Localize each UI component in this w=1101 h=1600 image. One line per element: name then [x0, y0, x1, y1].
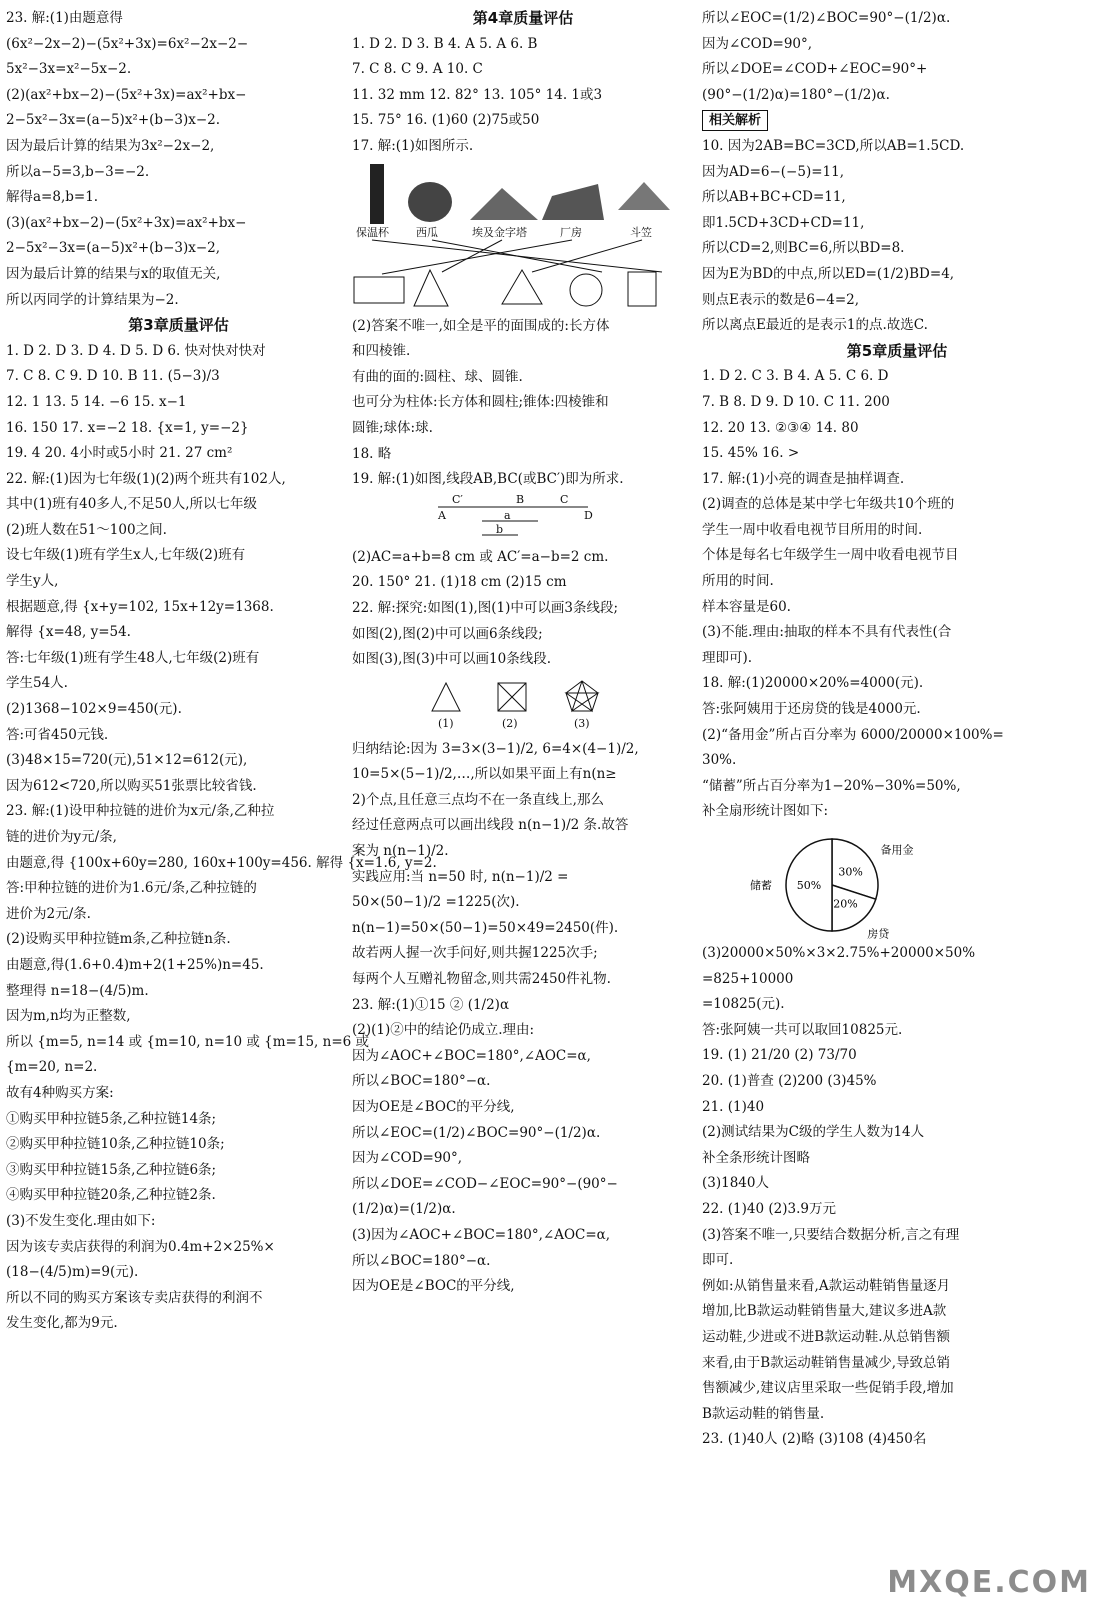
answer-line: 所以 {m=5, n=14 或 {m=10, n=10 或 {m=15, n=6 或: [6, 1033, 370, 1050]
answer-line: 所以CD=2,则BC=6,所以BD=8.: [702, 240, 905, 257]
fig17-label: 斗笠: [630, 225, 652, 239]
answer-line: 经过任意两点可以画出线段 n(n−1)/2 条.故答: [352, 817, 629, 834]
answer-line: 23. (1)40人 (2)略 (3)108 (4)450名: [702, 1431, 927, 1448]
answer-line: (2)(1)②中的结论仍成立.理由:: [352, 1022, 535, 1039]
answer-line: (2)(ax²+bx−2)−(5x²+3x)=ax²+bx−: [6, 86, 247, 103]
answer-line: 答:可省450元钱.: [6, 726, 109, 743]
answer-line: (2)设购买甲种拉链m条,乙种拉链n条.: [6, 931, 231, 948]
pie-slice-pct: 20%: [833, 897, 858, 911]
answer-line: 链的进价为y元/条,: [6, 829, 117, 845]
answer-line: 23. 解:(1)由题意得: [6, 10, 123, 26]
answer-line: (3)不发生变化.理由如下:: [6, 1212, 156, 1229]
answer-line: 因为∠COD=90°,: [352, 1150, 463, 1167]
answer-line: 因为∠COD=90°,: [702, 35, 813, 52]
answer-line: 5x²−3x=x²−5x−2.: [6, 61, 132, 78]
answer-line: 来看,由于B款运动鞋销售量减少,导致总销: [702, 1354, 951, 1371]
chapter4-heading: 第4章质量评估: [472, 9, 574, 27]
answer-line: 其中(1)班有40多人,不足50人,所以七年级: [6, 496, 258, 513]
answer-line: 1. D 2. D 3. B 4. A 5. A 6. B: [352, 35, 538, 52]
related-analysis-text: [702, 134, 1092, 339]
answer-line: 7. C 8. C 9. D 10. B 11. (5−3)/3: [6, 368, 220, 385]
answer-line: 整理得 n=18−(4/5)m.: [6, 982, 149, 999]
answer-line: 即1.5CD+3CD+CD=11,: [702, 214, 865, 231]
column-right: [702, 6, 1092, 1453]
answer-line: 由题意,得(1.6+0.4)m+2(1+25%)n=45.: [6, 956, 264, 973]
points-lines-svg: [352, 675, 692, 735]
answer-line: (2)答案不唯一,如全是平的面围成的:长方体: [352, 317, 610, 334]
answer-line: (3)因为∠AOC+∠BOC=180°,∠AOC=α,: [352, 1226, 611, 1243]
answer-line: 也可分为柱体:长方体和圆柱;锥体:四棱锥和: [352, 394, 609, 411]
fig19-label: b: [496, 522, 504, 536]
answer-line: 归纳结论:因为 3=3×(3−1)/2, 6=4×(4−1)/2,: [352, 740, 639, 757]
answer-line: 7. C 8. C 9. A 10. C: [352, 61, 483, 78]
fig22-label: (1): [438, 716, 454, 730]
answer-line: 因为E为BD的中点,所以ED=(1/2)BD=4,: [702, 265, 955, 282]
fig22-label: (3): [574, 716, 590, 730]
answer-line: 答:甲种拉链的进价为1.6元/条,乙种拉链的: [6, 880, 257, 897]
chapter3-heading: 第3章质量评估: [128, 316, 229, 335]
answer-line: 因为OE是∠BOC的平分线,: [352, 1278, 515, 1295]
answer-line: 学生y人,: [6, 573, 59, 590]
fig17-label: 埃及金字塔: [472, 225, 527, 239]
answer-line: B款运动鞋的销售量.: [702, 1405, 825, 1422]
thermos-photo: [370, 164, 384, 224]
answer-line: 故有4种购买方案:: [6, 1084, 114, 1101]
answer-line: 30%.: [702, 752, 737, 769]
answer-line: 2−5x²−3x=(a−5)x²+(b−3)x−2.: [6, 112, 221, 129]
answer-line: 因为∠AOC+∠BOC=180°,∠AOC=α,: [352, 1047, 591, 1064]
chapter5-answers-a: [702, 364, 1092, 825]
answer-line: 7. B 8. D 9. D 10. C 11. 200: [702, 393, 890, 410]
answer-line: 个体是每名七年级学生一周中收看电视节目: [702, 547, 959, 564]
related-analysis-tag: 相关解析: [702, 110, 768, 131]
answer-line: =10825(元).: [702, 996, 785, 1013]
answer-line: 21. (1)40: [702, 1098, 765, 1115]
pie-slice-pct: 50%: [796, 879, 822, 892]
answer-line: 进价为2元/条.: [6, 905, 91, 922]
answer-line: 因为AD=6−(−5)=11,: [702, 163, 845, 180]
answer-line: 所以∠BOC=180°−α.: [352, 1252, 491, 1269]
answer-line: 50×(50−1)/2 =1225(次).: [352, 894, 520, 911]
watermelon-photo: [408, 182, 452, 222]
answer-line: (3)20000×50%×3×2.75%+20000×50%: [702, 945, 976, 961]
answer-line: 补全扇形统计图如下:: [702, 803, 829, 820]
answer-line: 10. 因为2AB=BC=3CD,所以AB=1.5CD.: [702, 137, 965, 154]
answer-line: (3)答案不唯一,只要结合数据分析,言之有理: [702, 1226, 960, 1243]
answer-line: 所以丙同学的计算结果为−2.: [6, 291, 179, 308]
fig19-label: B: [516, 492, 525, 506]
answer-line: 由题意,得 {100x+60y=280, 160x+100y=456. 解得 {x=1.6, y=2.: [6, 854, 437, 871]
answer-line: 即可.: [702, 1252, 734, 1269]
pie-slice-label: 备用金: [880, 843, 914, 857]
answer-line: ②购买甲种拉链10条,乙种拉链10条;: [6, 1136, 225, 1153]
pie-slice-pct: 30%: [838, 865, 863, 879]
fig19-label: D: [584, 508, 593, 522]
related-analysis-row: [702, 108, 1092, 134]
answer-line: 运动鞋,少进或不进B款运动鞋.从总销售额: [702, 1328, 951, 1345]
cylinder-shape: [628, 272, 656, 306]
answer-line: 17. 解:(1)小亮的调查是抽样调查.: [702, 470, 905, 487]
answer-line: 圆锥;球体:球.: [352, 419, 433, 436]
answer-line: (6x²−2x−2)−(5x²+3x)=6x²−2x−2−: [6, 35, 249, 52]
answer-line: 22. 解:探究:如图(1),图(1)中可以画3条线段;: [352, 599, 619, 616]
pyramid-shape: [414, 270, 448, 306]
answer-line: 12. 20 13. ②③④ 14. 80: [702, 419, 859, 436]
answer-line: 增加,比B款运动鞋销售量大,建议多进A款: [702, 1303, 947, 1320]
match-line: [532, 240, 642, 272]
answer-line: 案为 n(n−1)/2.: [352, 843, 449, 860]
answer-line: 23. 解:(1)设甲种拉链的进价为x元/条,乙种拉: [6, 803, 275, 820]
answer-line: 学生一周中收看电视节目所用的时间.: [702, 521, 923, 538]
answer-line: 设七年级(1)班有学生x人,七年级(2)班有: [6, 547, 246, 564]
points-lines-figure: [352, 675, 694, 735]
answer-line: 根据题意,得 {x+y=102, 15x+12y=1368.: [6, 598, 274, 615]
fig19-label: a: [504, 508, 511, 522]
answer-line: (2)班人数在51～100之间.: [6, 521, 167, 538]
answer-line: (1/2)α)=(1/2)α.: [352, 1201, 456, 1218]
answer-line: 16. 150 17. x=−2 18. {x=1, y=−2}: [6, 419, 249, 436]
answer-line: 解得 {x=48, y=54.: [6, 624, 131, 641]
answer-line: 答:张阿姨一共可以取回10825元.: [702, 1021, 903, 1038]
answer-line: 1. D 2. D 3. D 4. D 5. D 6. 快对快对快对: [6, 342, 266, 359]
pie-chart-svg: [702, 827, 962, 939]
answer-line: 所以∠DOE=∠COD−∠EOC=90°−(90°−: [352, 1175, 618, 1192]
match-line: [432, 240, 602, 272]
answer-line: 因为最后计算的结果与x的取值无关,: [6, 265, 221, 282]
answer-line: (2)1368−102×9=450(元).: [6, 701, 182, 718]
pyramid-photo: [470, 188, 538, 220]
answer-line: (90°−(1/2)α)=180°−(1/2)α.: [702, 86, 890, 103]
fig19-label: A: [438, 508, 446, 522]
chapter4-answers-d: [352, 737, 694, 1300]
answer-line: 12. 1 13. 5 14. −6 15. x−1: [6, 393, 187, 410]
answer-line: 18. 略: [352, 445, 392, 462]
answer-line: 所以∠EOC=(1/2)∠BOC=90°−(1/2)α.: [352, 1124, 601, 1141]
answer-line: {m=20, n=2.: [6, 1059, 98, 1076]
watermark: MXQE.COM: [887, 1565, 1091, 1600]
answer-line: (3)(ax²+bx−2)−(5x²+3x)=ax²+bx−: [6, 214, 247, 231]
chapter4-answers-a: [352, 32, 694, 160]
answer-line: =825+10000: [702, 970, 794, 987]
chapter5-heading: 第5章质量评估: [846, 341, 948, 360]
chapter5-answers-b: [702, 941, 1092, 1453]
answer-line: 所以AB+BC+CD=11,: [702, 189, 846, 206]
segment-figure: [352, 492, 694, 543]
answer-line: 和四棱锥.: [352, 343, 411, 360]
answer-line: 20. 150° 21. (1)18 cm (2)15 cm: [352, 574, 567, 591]
answer-line: 例如:从销售量来看,A款运动鞋销售量逐月: [702, 1277, 951, 1294]
answer-line: 15. 45% 16. >: [702, 445, 800, 462]
answer-line: 样本容量是60.: [702, 598, 791, 615]
answer-line: 故若两人握一次手问好,则共握1225次手;: [352, 945, 598, 962]
answer-line: 20. (1)普查 (2)200 (3)45%: [702, 1072, 877, 1089]
cuboid-shape: [354, 277, 404, 303]
pie-slice-label: 房贷: [867, 927, 890, 941]
continued-answers: [702, 6, 1092, 108]
answer-line: 所以∠EOC=(1/2)∠BOC=90°−(1/2)α.: [702, 10, 951, 26]
answer-line: 23. 解:(1)①15 ② (1/2)α: [352, 996, 510, 1013]
pie-chart: [702, 827, 1092, 939]
answer-line: 所以∠BOC=180°−α.: [352, 1073, 491, 1090]
answer-line: 如图(3),图(3)中可以画10条线段.: [352, 651, 552, 668]
fig17-label: 西瓜: [416, 225, 438, 239]
chapter4-answers-b: [352, 314, 694, 493]
answer-line: ③购买甲种拉链15条,乙种拉链6条;: [6, 1161, 217, 1178]
chapter4-answers-c: [352, 545, 694, 673]
answer-line: 15. 75° 16. (1)60 (2)75或50: [352, 112, 540, 129]
answer-line: 每两个人互赠礼物留念,则共需2450件礼物.: [352, 971, 611, 988]
answer-line: 因为最后计算的结果为3x²−2x−2,: [6, 137, 215, 154]
answer-line: “储蓄”所占百分率为1−20%−30%=50%,: [702, 777, 961, 794]
fig17-label: 厂房: [560, 225, 582, 239]
answer-line: 所以∠DOE=∠COD+∠EOC=90°+: [702, 61, 928, 78]
answer-line: 22. (1)40 (2)3.9万元: [702, 1200, 836, 1217]
answer-line: 如图(2),图(2)中可以画6条线段;: [352, 625, 543, 642]
answer-line: 则点E表示的数是6−4=2,: [702, 291, 860, 308]
answer-line: 解得a=8,b=1.: [6, 189, 99, 206]
answer-line: (3)1840人: [702, 1175, 769, 1192]
answer-line: 理即可).: [702, 649, 753, 666]
match-line: [442, 240, 502, 272]
answer-line: 因为该专卖店获得的利润为0.4m+2×25%×: [6, 1238, 275, 1255]
answer-line: (2)调查的总体是某中学七年级共10个班的: [702, 496, 955, 513]
answer-line: 10=5×(5−1)/2,…,所以如果平面上有n(n≥: [352, 766, 617, 783]
answer-line: 有曲的面的:圆柱、球、圆锥.: [352, 368, 523, 385]
answer-line: 17. 解:(1)如图所示.: [352, 137, 474, 154]
answer-line: 2−5x²−3x=(a−5)x²+(b−3)x−2,: [6, 240, 221, 257]
answer-line: 所以离点E最近的是表示1的点.故选C.: [702, 317, 928, 334]
answer-line: 因为OE是∠BOC的平分线,: [352, 1099, 515, 1115]
fig17-label: 保温杯: [356, 225, 389, 239]
answer-line: (2)“备用金”所占百分率为 6000/20000×100%=: [702, 726, 1004, 743]
answer-line: 因为m,n均为正整数,: [6, 1008, 131, 1025]
answer-line: 所以不同的购买方案该专卖店获得的利润不: [6, 1289, 263, 1306]
answer-line: ①购买甲种拉链5条,乙种拉链14条;: [6, 1110, 217, 1127]
solids-matching-figure: [352, 162, 694, 312]
fig19-label: C′: [452, 492, 463, 506]
answer-line: 售额减少,建议店里采取一些促销手段,增加: [702, 1380, 954, 1397]
answer-line: 发生变化,都为9元.: [6, 1315, 118, 1332]
answer-line: 所以a−5=3,b−3=−2.: [6, 163, 150, 180]
column-middle: [352, 6, 694, 1300]
fig19-label: C: [560, 492, 569, 506]
answer-line: 11. 32 mm 12. 82° 13. 105° 14. 1或3: [352, 86, 603, 103]
answer-line: 2)个点,且任意三点均不在一条直线上,那么: [352, 791, 604, 808]
answer-line: ④购买甲种拉链20条,乙种拉链2条.: [6, 1187, 216, 1204]
answer-line: 所用的时间.: [702, 573, 774, 590]
answer-line: n(n−1)=50×(50−1)=50×49=2450(件).: [352, 919, 619, 936]
sphere-shape: [570, 274, 602, 306]
bamboo-hat-photo: [618, 182, 670, 210]
answer-line: 19. 4 20. 4小时或5小时 21. 27 cm²: [6, 445, 233, 462]
answer-line: 答:七年级(1)班有学生48人,七年级(2)班有: [6, 649, 260, 666]
answer-line: (3)不能.理由:抽取的样本不具有代表性(合: [702, 624, 952, 641]
answer-line: 18. 解:(1)20000×20%=4000(元).: [702, 675, 924, 692]
factory-photo: [542, 184, 604, 220]
answer-line: 因为612<720,所以购买51张票比较省钱.: [6, 777, 257, 794]
answer-line: (2)AC=a+b=8 cm 或 AC′=a−b=2 cm.: [352, 548, 609, 565]
answer-line: 答:张阿姨用于还房贷的钱是4000元.: [702, 701, 921, 718]
fig22-label: (2): [502, 716, 518, 730]
answer-line: 1. D 2. C 3. B 4. A 5. C 6. D: [702, 368, 889, 385]
pie-slice-label: 储蓄: [750, 879, 772, 892]
answer-line: 实践应用:当 n=50 时, n(n−1)/2 =: [352, 868, 569, 885]
answer-line: (18−(4/5)m)=9(元).: [6, 1264, 139, 1281]
answer-line: (3)48×15=720(元),51×12=612(元),: [6, 752, 248, 769]
answer-line: 22. 解:(1)因为七年级(1)(2)两个班共有102人,: [6, 470, 286, 487]
answer-line: 补全条形统计图略: [702, 1149, 810, 1166]
answer-line: 学生54人.: [6, 675, 68, 692]
answer-line: 19. 解:(1)如图,线段AB,BC(或BC′)即为所求.: [352, 471, 624, 488]
answer-line: 19. (1) 21/20 (2) 73/70: [702, 1047, 857, 1064]
answer-line: (2)测试结果为C级的学生人数为14人: [702, 1124, 925, 1141]
cone-shape: [502, 270, 542, 304]
